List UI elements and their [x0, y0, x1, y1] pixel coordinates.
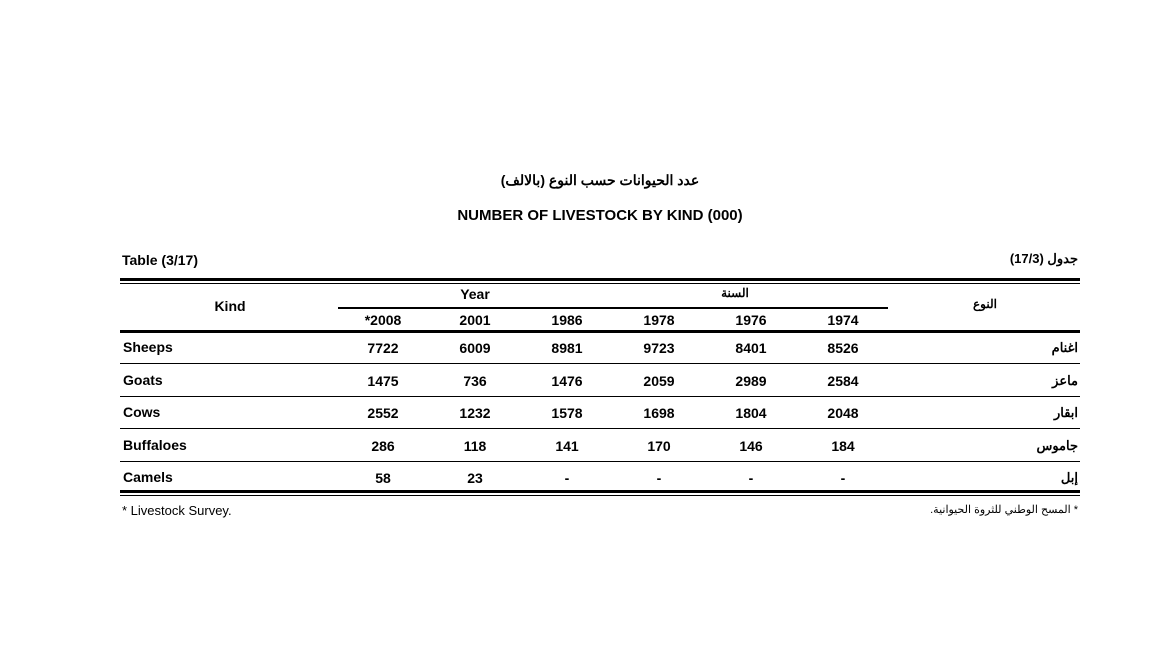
row-divider: [120, 363, 1080, 364]
row-kind-arabic: إبل: [1060, 470, 1078, 485]
table-cell: 7722: [367, 340, 399, 356]
row-kind-arabic: ابقار: [1053, 405, 1078, 420]
table-cell: 6009: [459, 340, 491, 356]
footnote-arabic: * المسح الوطني للثروة الحيوانية.: [930, 504, 1078, 516]
table-cell: 2584: [827, 373, 859, 389]
top-rule-thin: [120, 283, 1080, 284]
table-cell: 184: [831, 438, 855, 454]
footnote-english: * Livestock Survey.: [122, 503, 232, 518]
row-kind: Buffaloes: [123, 437, 187, 453]
table-cell: 2552: [367, 405, 399, 421]
table-cell: 118: [463, 438, 487, 454]
row-divider: [120, 396, 1080, 397]
table-cell: 1475: [367, 373, 399, 389]
top-rule: [120, 278, 1080, 281]
table-cell: 286: [371, 438, 395, 454]
year-underline: [338, 307, 888, 309]
header-year: Year: [460, 286, 490, 302]
table-label-arabic: جدول (17/3): [1009, 251, 1078, 266]
title-english: NUMBER OF LIVESTOCK BY KIND (000): [457, 207, 743, 224]
table-cell: 8526: [827, 340, 859, 356]
table-cell: 9723: [643, 340, 675, 356]
header-year-arabic: السنة: [721, 286, 749, 300]
table-cell: 141: [555, 438, 579, 454]
row-kind: Cows: [123, 404, 161, 420]
header-kind: Kind: [214, 298, 246, 314]
header-rule: [120, 330, 1080, 333]
title-arabic: عدد الحيوانات حسب النوع (بالالف): [500, 172, 700, 188]
table-cell: 23: [467, 470, 483, 486]
year-header: 1976: [735, 312, 767, 328]
bottom-rule: [120, 490, 1080, 493]
row-kind: Goats: [123, 372, 163, 388]
table-cell: -: [840, 470, 846, 486]
row-divider: [120, 461, 1080, 462]
table-cell: 2059: [643, 373, 675, 389]
table-label-english: Table (3/17): [122, 252, 198, 268]
bottom-rule-thin: [120, 495, 1080, 496]
table-cell: 1232: [459, 405, 491, 421]
table-cell: 736: [463, 373, 487, 389]
table-cell: 8981: [551, 340, 583, 356]
row-kind-arabic: ماعز: [1052, 373, 1078, 388]
row-kind: Sheeps: [123, 339, 173, 355]
row-kind-arabic: اغنام: [1051, 340, 1078, 355]
year-header: *2008: [364, 312, 402, 328]
year-header: 1974: [827, 312, 859, 328]
table-cell: 1804: [735, 405, 767, 421]
table-cell: 8401: [735, 340, 767, 356]
table-cell: 146: [739, 438, 763, 454]
table-cell: 2048: [827, 405, 859, 421]
year-header: 2001: [459, 312, 491, 328]
row-kind-arabic: جاموس: [1036, 438, 1078, 453]
row-divider: [120, 428, 1080, 429]
table-cell: 2989: [735, 373, 767, 389]
table-cell: -: [564, 470, 570, 486]
year-header: 1978: [643, 312, 675, 328]
table-cell: -: [748, 470, 754, 486]
row-kind: Camels: [123, 469, 173, 485]
table-cell: 58: [375, 470, 391, 486]
table-cell: 1476: [551, 373, 583, 389]
table-cell: -: [656, 470, 662, 486]
table-cell: 170: [647, 438, 671, 454]
table-cell: 1698: [643, 405, 675, 421]
table-cell: 1578: [551, 405, 583, 421]
header-kind-arabic: النوع: [973, 297, 997, 311]
year-header: 1986: [551, 312, 583, 328]
